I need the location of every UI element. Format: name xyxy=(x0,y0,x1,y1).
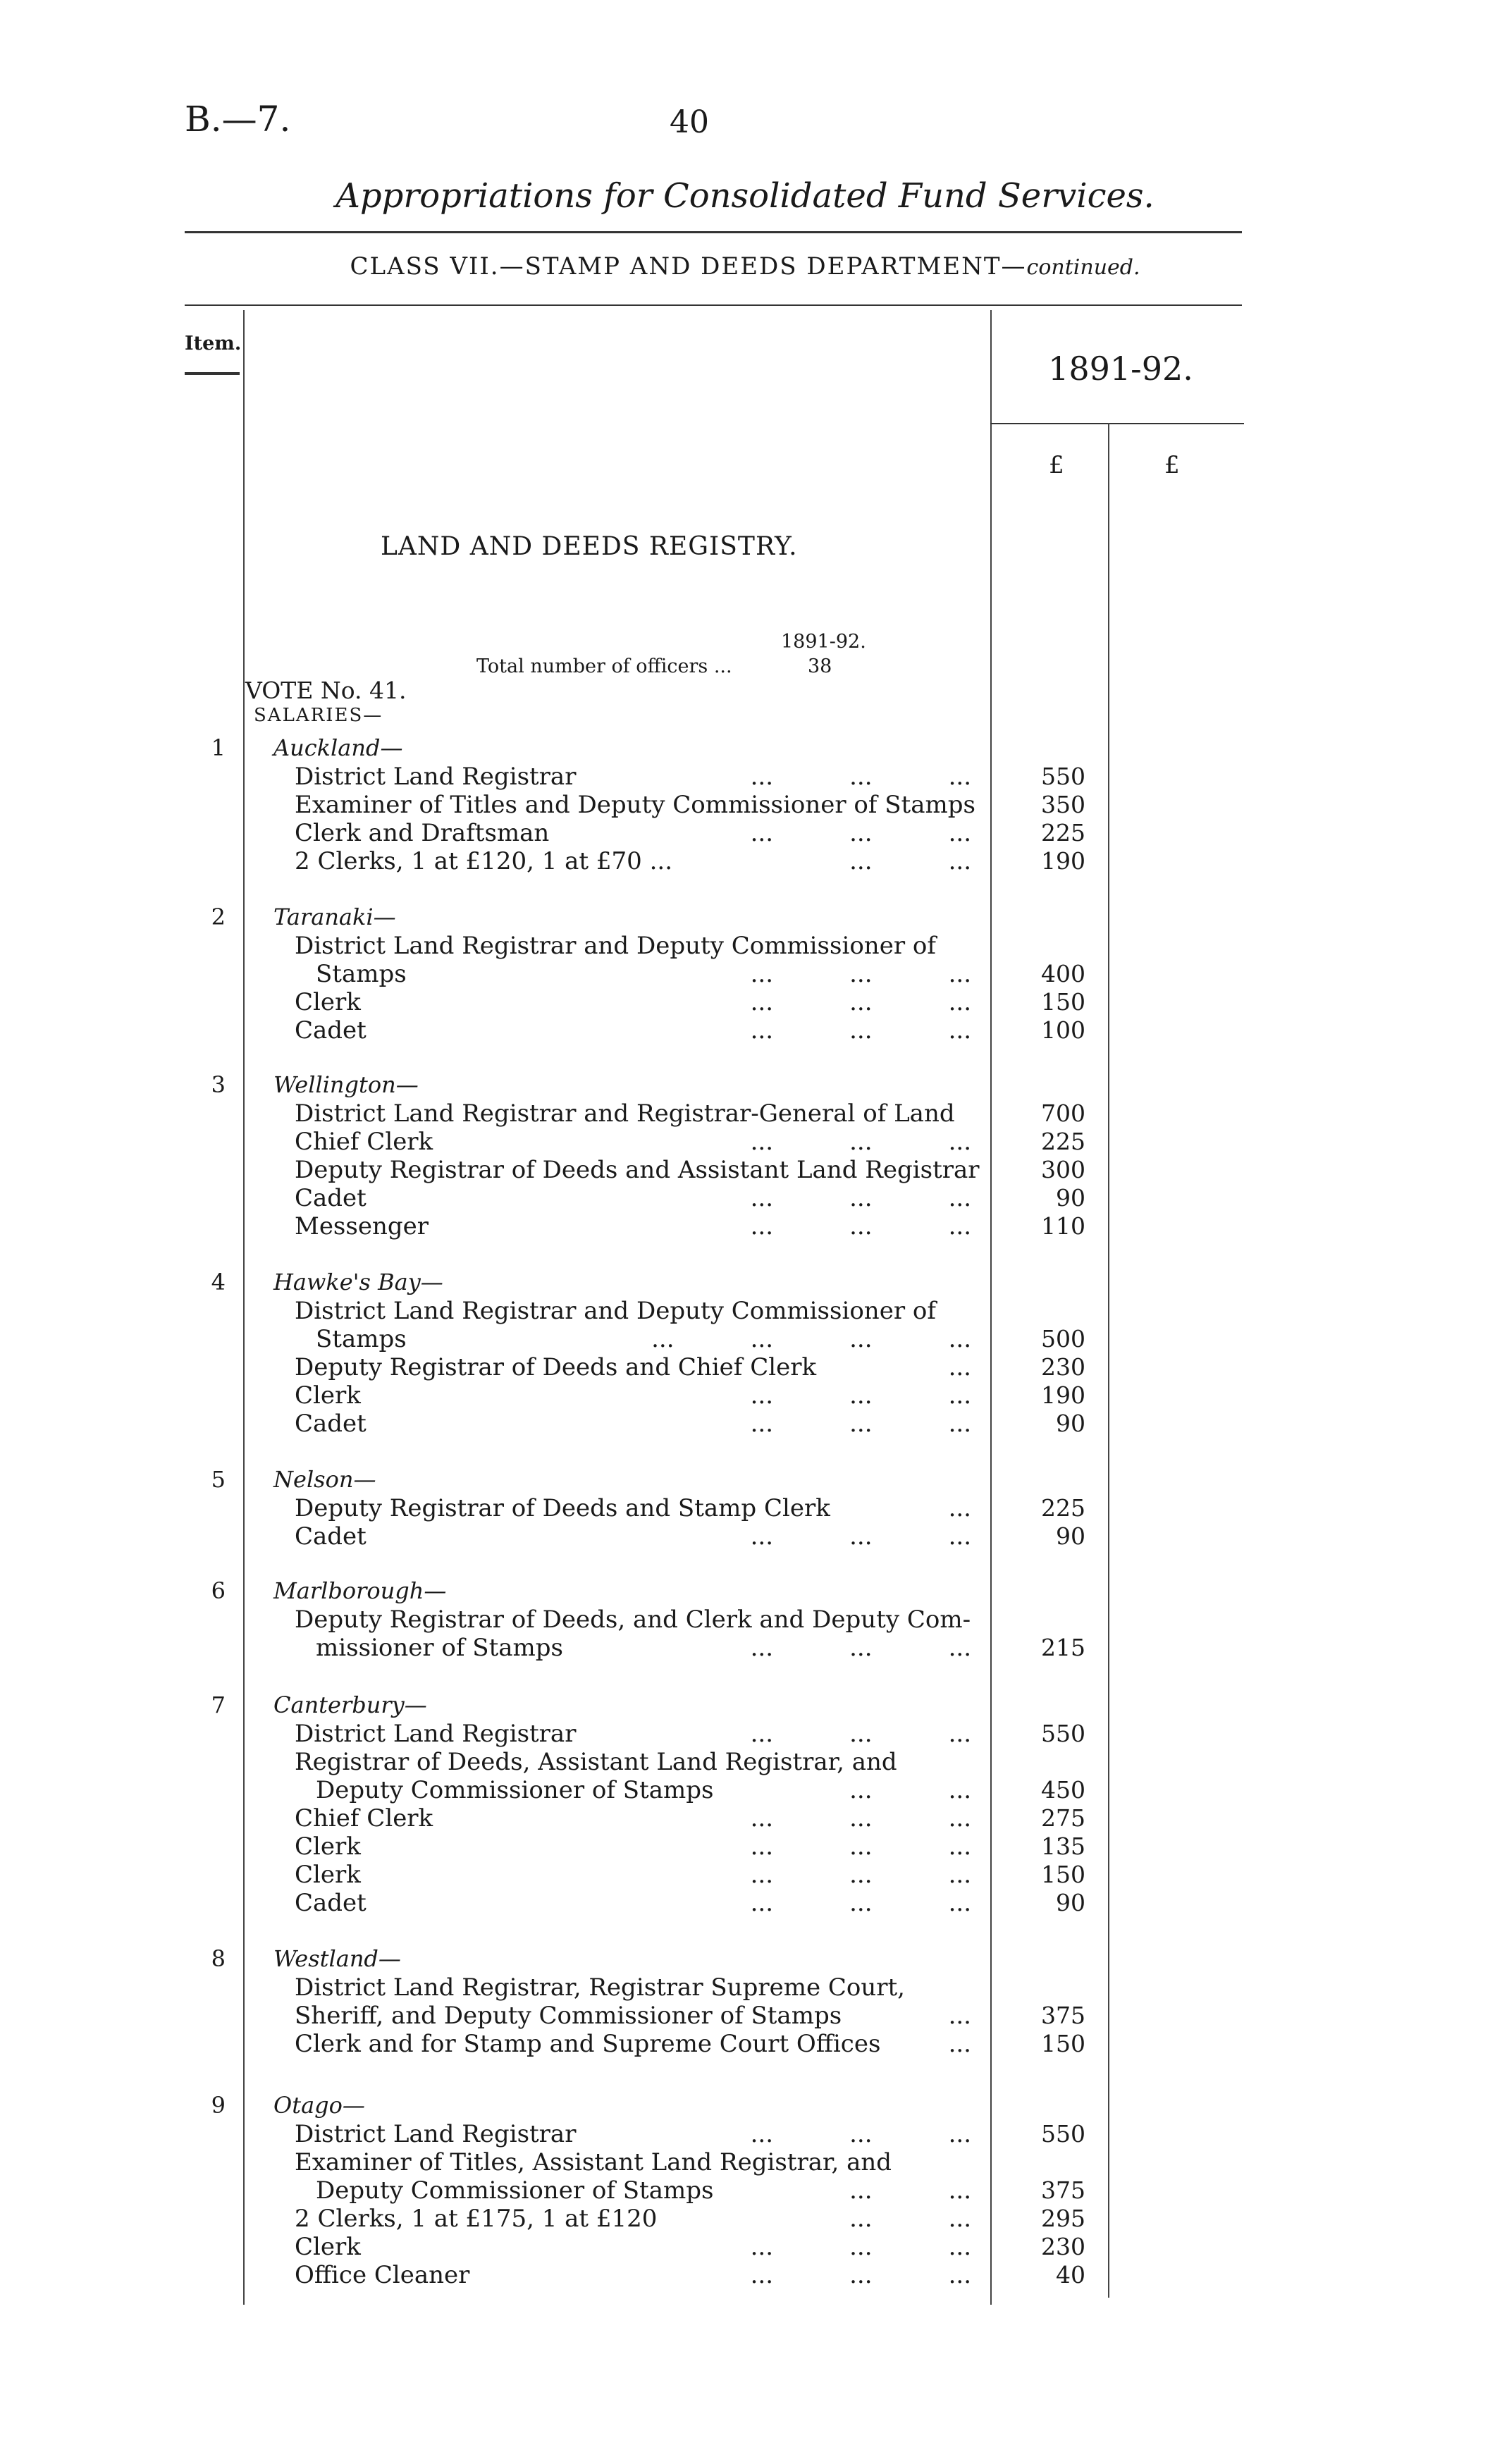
line-item-label: Chief Clerk xyxy=(295,1804,433,1832)
line-item-label: Deputy Registrar of Deeds, and Clerk and Deputy Com- xyxy=(295,1606,971,1634)
line-item-label: Examiner of Titles, Assistant Land Registrar, and xyxy=(295,2148,892,2176)
line-item-label: Deputy Commissioner of Stamps xyxy=(316,2176,714,2205)
region-heading: Hawke's Bay— xyxy=(273,1269,443,1295)
year-column-header: 1891-92. xyxy=(1048,350,1193,388)
line-item-label: Deputy Registrar of Deeds and Assistant Land Registrar xyxy=(295,1156,980,1184)
line-item-label: District Land Registrar xyxy=(295,2120,577,2148)
region-heading: Westland— xyxy=(273,1945,401,1972)
line-item-label: Clerk and Draftsman xyxy=(295,819,550,847)
leader-dots: ... xyxy=(948,1353,971,1381)
line-item-amount: 190 xyxy=(1041,847,1085,875)
line-item-label: Sheriff, and Deputy Commissioner of Stamps xyxy=(295,2002,842,2030)
region-heading: Nelson— xyxy=(273,1466,376,1493)
line-item-amount: 90 xyxy=(1056,1184,1085,1212)
line-item-label: Chief Clerk xyxy=(295,1128,433,1156)
line-item-amount: 500 xyxy=(1041,1325,1085,1353)
line-item-amount: 150 xyxy=(1041,1861,1085,1888)
leader-dots: ... ... ... xyxy=(750,960,971,988)
leader-dots: ... ... ... xyxy=(750,1889,971,1917)
line-item-label: Deputy Commissioner of Stamps xyxy=(316,1776,714,1804)
line-item-label: Messenger xyxy=(295,1212,429,1240)
item-number: 7 xyxy=(211,1692,226,1718)
line-item-label: Cadet xyxy=(295,1522,367,1551)
line-item-amount: 295 xyxy=(1041,2205,1085,2232)
line-item-label: Cadet xyxy=(295,1410,367,1438)
line-item-label: Clerk xyxy=(295,1832,361,1861)
leader-dots: ... ... xyxy=(849,1776,971,1804)
currency-label-1: £ xyxy=(1049,451,1064,479)
line-item-amount: 110 xyxy=(1041,1212,1085,1240)
line-item-amount: 550 xyxy=(1041,2120,1085,2148)
leader-dots: ... ... xyxy=(849,2176,971,2205)
item-number: 8 xyxy=(211,1945,226,1972)
line-item-amount: 135 xyxy=(1041,1832,1085,1860)
item-number: 1 xyxy=(211,734,226,761)
salaries-heading: SALARIES— xyxy=(254,705,383,726)
page-number: 40 xyxy=(670,104,709,140)
line-item-amount: 190 xyxy=(1041,1381,1085,1409)
line-item-amount: 230 xyxy=(1041,1353,1085,1381)
item-column-divider xyxy=(243,310,245,2305)
leader-dots: ... xyxy=(948,2002,971,2030)
line-item-label: Clerk xyxy=(295,1381,361,1410)
page-reference: B.—7. xyxy=(185,99,291,140)
line-item-amount: 450 xyxy=(1041,1776,1085,1804)
leader-dots: ... ... ... xyxy=(750,1634,971,1662)
line-item-label: Cadet xyxy=(295,1016,367,1045)
region-heading: Canterbury— xyxy=(273,1692,427,1718)
region-heading: Wellington— xyxy=(273,1071,419,1098)
subtitle-continued: continued. xyxy=(1026,255,1140,280)
title-rule xyxy=(185,231,1242,233)
line-item-amount: 100 xyxy=(1041,1016,1085,1044)
item-number: 2 xyxy=(211,904,226,930)
line-item-label: Deputy Registrar of Deeds and Stamp Clerk xyxy=(295,1494,830,1522)
region-heading: Taranaki— xyxy=(273,904,396,930)
line-item-amount: 90 xyxy=(1056,1522,1085,1550)
line-item-label: Clerk xyxy=(295,1861,361,1889)
line-item-label: Stamps xyxy=(316,960,407,988)
leader-dots: ... ... ... ... xyxy=(651,1325,971,1353)
line-item-amount: 700 xyxy=(1041,1099,1085,1127)
line-item-amount: 150 xyxy=(1041,988,1085,1016)
leader-dots: ... xyxy=(948,1494,971,1522)
line-item-amount: 350 xyxy=(1041,791,1085,818)
line-item-label: District Land Registrar and Deputy Commissioner of xyxy=(295,932,936,960)
leader-dots: ... ... ... xyxy=(750,1720,971,1748)
line-item-label: Stamps xyxy=(316,1325,407,1353)
line-item-label: Clerk xyxy=(295,2233,361,2261)
line-item-amount: 225 xyxy=(1041,819,1085,846)
item-number: 5 xyxy=(211,1466,226,1493)
class-subtitle xyxy=(0,252,1490,281)
line-item-amount: 40 xyxy=(1056,2261,1085,2289)
item-column-header: Item. xyxy=(185,333,242,355)
currency-label-2: £ xyxy=(1164,451,1180,479)
line-item-label: Office Cleaner xyxy=(295,2261,470,2289)
leader-dots: ... ... ... xyxy=(750,1212,971,1240)
line-item-amount: 400 xyxy=(1041,960,1085,987)
line-item-label: Registrar of Deeds, Assistant Land Registrar, and xyxy=(295,1748,897,1776)
line-item-label: Examiner of Titles and Deputy Commissioner of Stamps xyxy=(295,791,975,819)
vote-number: VOTE No. 41. xyxy=(245,677,407,704)
year-header-rule xyxy=(990,423,1244,424)
leader-dots: ... ... ... xyxy=(750,819,971,847)
line-item-amount: 550 xyxy=(1041,763,1085,790)
line-item-label: District Land Registrar and Registrar-General of Land xyxy=(295,1099,955,1128)
line-item-label: 2 Clerks, 1 at £120, 1 at £70 ... xyxy=(295,847,672,875)
leader-dots: ... ... ... xyxy=(750,1184,971,1212)
leader-dots: ... ... xyxy=(849,2205,971,2233)
line-item-label: Cadet xyxy=(295,1184,367,1212)
line-item-amount: 225 xyxy=(1041,1128,1085,1155)
line-item-amount: 90 xyxy=(1056,1410,1085,1437)
line-item-amount: 550 xyxy=(1041,1720,1085,1747)
line-item-label: Clerk xyxy=(295,988,361,1016)
leader-dots: ... ... ... xyxy=(750,1804,971,1832)
line-item-amount: 150 xyxy=(1041,2030,1085,2057)
leader-dots: ... ... ... xyxy=(750,1128,971,1156)
leader-dots: ... ... ... xyxy=(750,763,971,791)
leader-dots: ... ... ... xyxy=(750,1381,971,1410)
line-item-label: Deputy Registrar of Deeds and Chief Clerk xyxy=(295,1353,817,1381)
line-item-label: District Land Registrar xyxy=(295,763,577,791)
line-item-label: Cadet xyxy=(295,1889,367,1917)
subtitle-rule xyxy=(185,304,1242,306)
item-number: 3 xyxy=(211,1071,226,1098)
item-header-underline xyxy=(185,372,240,375)
officers-year: 1891-92. xyxy=(781,631,866,653)
line-item-amount: 375 xyxy=(1041,2176,1085,2204)
leader-dots: ... ... ... xyxy=(750,2120,971,2148)
leader-dots: ... xyxy=(948,2030,971,2058)
leader-dots: ... ... xyxy=(849,847,971,875)
line-item-amount: 225 xyxy=(1041,1494,1085,1522)
leader-dots: ... ... ... xyxy=(750,2261,971,2289)
line-item-amount: 300 xyxy=(1041,1156,1085,1183)
leader-dots: ... ... ... xyxy=(750,1016,971,1045)
amount-column-divider xyxy=(1108,423,1109,2298)
line-item-amount: 90 xyxy=(1056,1889,1085,1916)
line-item-amount: 275 xyxy=(1041,1804,1085,1832)
subtitle-main: CLASS VII.—STAMP AND DEEDS DEPARTMENT— xyxy=(350,252,1027,281)
item-number: 4 xyxy=(211,1269,226,1295)
line-item-label: District Land Registrar and Deputy Commissioner of xyxy=(295,1297,936,1325)
officers-count: 38 xyxy=(808,655,832,677)
leader-dots: ... ... ... xyxy=(750,1410,971,1438)
region-heading: Auckland— xyxy=(273,734,403,761)
line-item-label: missioner of Stamps xyxy=(316,1634,563,1662)
line-item-amount: 375 xyxy=(1041,2002,1085,2029)
leader-dots: ... ... ... xyxy=(750,1522,971,1551)
line-item-label: Clerk and for Stamp and Supreme Court Offices xyxy=(295,2030,881,2058)
officers-label: Total number of officers ... xyxy=(476,655,732,677)
line-item-amount: 230 xyxy=(1041,2233,1085,2260)
region-heading: Marlborough— xyxy=(273,1577,447,1604)
item-number: 6 xyxy=(211,1577,226,1604)
line-item-amount: 215 xyxy=(1041,1634,1085,1661)
line-item-label: District Land Registrar xyxy=(295,1720,577,1748)
line-item-label: 2 Clerks, 1 at £175, 1 at £120 xyxy=(295,2205,658,2233)
description-column-divider xyxy=(990,310,992,2305)
page-title: Appropriations for Consolidated Fund Services. xyxy=(335,176,1155,216)
line-item-label: District Land Registrar, Registrar Supreme Court, xyxy=(295,1973,905,2002)
item-number: 9 xyxy=(211,2092,226,2119)
leader-dots: ... ... ... xyxy=(750,2233,971,2261)
leader-dots: ... ... ... xyxy=(750,1861,971,1889)
region-heading: Otago— xyxy=(273,2092,365,2119)
leader-dots: ... ... ... xyxy=(750,988,971,1016)
section-title: LAND AND DEEDS REGISTRY. xyxy=(381,532,798,561)
leader-dots: ... ... ... xyxy=(750,1832,971,1861)
